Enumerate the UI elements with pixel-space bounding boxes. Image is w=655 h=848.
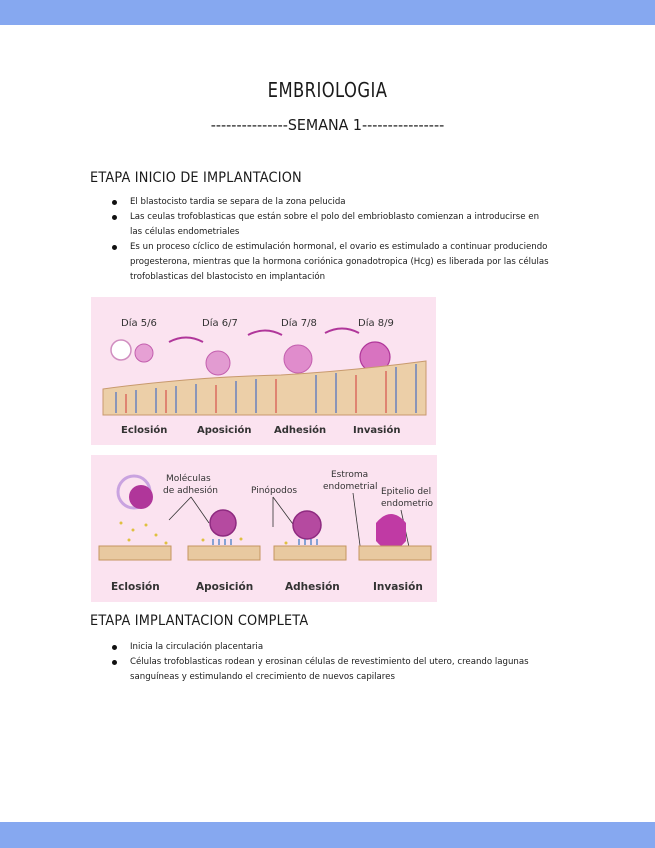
- bullet-list-inicio: [112, 195, 552, 285]
- tissue-block-adhesion: [274, 546, 346, 560]
- week-divider: ---------------SEMANA 1----------------: [210, 116, 445, 134]
- blastocyst-icon: [135, 344, 153, 362]
- stage-label-3: Adhesión: [285, 581, 340, 593]
- implantation-timeline-figure: [91, 297, 436, 445]
- section-heading-inicio: ETAPA INICIO DE IMPLANTACION: [90, 170, 302, 186]
- bullet-list-completa: [112, 640, 552, 685]
- section-heading-completa: ETAPA IMPLANTACION COMPLETA: [90, 613, 309, 629]
- invading-blastocyst-icon: [376, 514, 406, 550]
- tissue-block-eclosion: [99, 546, 171, 560]
- blastocyst-icon: [129, 485, 153, 509]
- page-title: EMBRIOLOGIA: [267, 78, 388, 102]
- label-epitelio: Epitelio del: [381, 487, 432, 497]
- stage-label-4: Invasión: [373, 581, 423, 593]
- stage-label-2: Aposición: [197, 425, 252, 436]
- list-item: Inicia la circulación placentaria: [112, 640, 552, 655]
- tissue-block-invasion: [359, 546, 431, 560]
- blastocyst-icon: [206, 351, 230, 375]
- tissue-block-aposicion: [188, 546, 260, 560]
- label-endometrio: endometrio: [381, 499, 434, 509]
- blastocyst-icon: [284, 345, 312, 373]
- stage-label-3: Adhesión: [274, 425, 327, 436]
- list-item: Es un proceso cíclico de estimulación hormonal, el ovario es estimulado a continuar produciendo progesterona, mientras que la hormona coriónica gonadotropica (Hcg) es liberada por las células trofoblasticas del blastocisto en implantación: [112, 240, 552, 285]
- zona-pelucida-icon: [111, 340, 131, 360]
- stage-label-4: Invasión: [353, 425, 401, 436]
- day-label-1: Día 5/6: [121, 318, 157, 329]
- list-item: Las ceulas trofoblasticas que están sobre el polo del embrioblasto comienzan a introducirse en las células endometriales: [112, 210, 552, 240]
- stage-label-1: Eclosión: [111, 581, 160, 593]
- top-color-band: [0, 0, 655, 25]
- list-item: El blastocisto tardia se separa de la zona pelucida: [112, 195, 552, 210]
- day-label-4: Día 8/9: [358, 318, 394, 329]
- list-item: Células trofoblasticas rodean y erosinan células de revestimiento del utero, creando lagunas sanguíneas y estimulando el crecimiento de nuevos capilares: [112, 655, 552, 685]
- blastocyst-icon: [293, 511, 321, 539]
- label-adhesion: de adhesión: [163, 486, 218, 496]
- label-pinopodos: Pinópodos: [251, 486, 298, 496]
- day-label-3: Día 7/8: [281, 318, 317, 329]
- label-moleculas: Moléculas: [166, 474, 211, 484]
- label-endometrial: endometrial: [323, 482, 378, 492]
- label-estroma: Estroma: [331, 470, 369, 480]
- adhesion-detail-figure: [91, 455, 437, 602]
- day-label-2: Día 6/7: [202, 318, 238, 329]
- stage-label-1: Eclosión: [121, 425, 168, 436]
- stage-label-2: Aposición: [196, 581, 254, 593]
- blastocyst-icon: [210, 510, 236, 536]
- bottom-color-band: [0, 822, 655, 848]
